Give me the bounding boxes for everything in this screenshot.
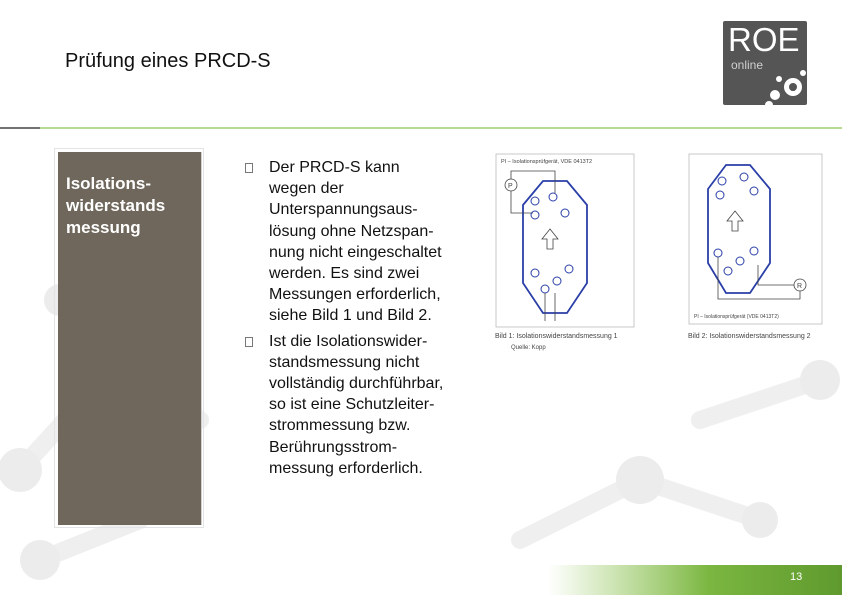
svg-text:P: P bbox=[508, 183, 513, 190]
bullet-list bbox=[245, 157, 500, 481]
circuit-diagram-2 bbox=[688, 153, 823, 325]
bullet-line: Berührungsstrom- bbox=[269, 438, 398, 456]
logo-brand: ROE bbox=[728, 21, 800, 58]
bullet-line: so ist eine Schutzleiter- bbox=[269, 396, 435, 414]
bullet-line: Unterspannungsaus- bbox=[269, 201, 418, 219]
sidebar-line: Isolations- bbox=[66, 174, 152, 193]
bullet-square-icon bbox=[245, 337, 253, 347]
bullet-line: vollständig durchführbar, bbox=[269, 375, 444, 393]
page-number: 13 bbox=[790, 571, 803, 583]
svg-text:R: R bbox=[797, 283, 803, 290]
bullet-line: werden. Es sind zwei bbox=[269, 265, 420, 283]
bullet-line: wegen der bbox=[269, 180, 344, 198]
figure-1 bbox=[495, 153, 635, 358]
topic-sidebar bbox=[58, 152, 202, 525]
logo-sub: online bbox=[731, 58, 764, 72]
bullet-item bbox=[245, 331, 500, 479]
figure-1-header: PI – Isolationsprüfgerät, VDE 0413T2 bbox=[501, 159, 593, 165]
bullet-line: strommessung bzw. bbox=[269, 417, 411, 435]
bullet-item bbox=[245, 157, 500, 327]
company-logo bbox=[723, 21, 807, 105]
bullet-square-icon bbox=[245, 163, 253, 173]
figure-2-caption: Bild 2: Isolationswiderstandsmessung 2 bbox=[688, 333, 811, 340]
circuit-diagram-1 bbox=[495, 153, 635, 328]
figure-1-caption: Bild 1: Isolationswiderstandsmessung 1 bbox=[495, 333, 618, 340]
figure-2 bbox=[688, 153, 828, 348]
bullet-line: siehe Bild 1 und Bild 2. bbox=[269, 307, 432, 325]
figure-2-footer: PI – Isolationsprüfgerät (VDE 0413T2) bbox=[694, 314, 779, 320]
bullet-line: lösung ohne Netzspan- bbox=[269, 222, 434, 240]
bullet-line: nung nicht eingeschaltet bbox=[269, 243, 442, 261]
sidebar-line: widerstands bbox=[66, 196, 166, 215]
bullet-line: Messungen erforderlich, bbox=[269, 286, 441, 304]
bullet-line: Der PRCD-S kann bbox=[269, 159, 400, 176]
bullet-line: Ist die Isolationswider- bbox=[269, 332, 428, 350]
sidebar-topic bbox=[66, 173, 196, 239]
bullet-line: standsmessung nicht bbox=[269, 353, 420, 371]
svg-text:2: 2 bbox=[791, 86, 795, 93]
page-title: Prüfung eines PRCD-S bbox=[65, 50, 271, 72]
sidebar-line: messung bbox=[66, 218, 141, 237]
bullet-line: messung erforderlich. bbox=[269, 459, 423, 477]
gear-icon bbox=[763, 65, 807, 105]
figure-1-source: Quelle: Kopp bbox=[511, 345, 546, 351]
